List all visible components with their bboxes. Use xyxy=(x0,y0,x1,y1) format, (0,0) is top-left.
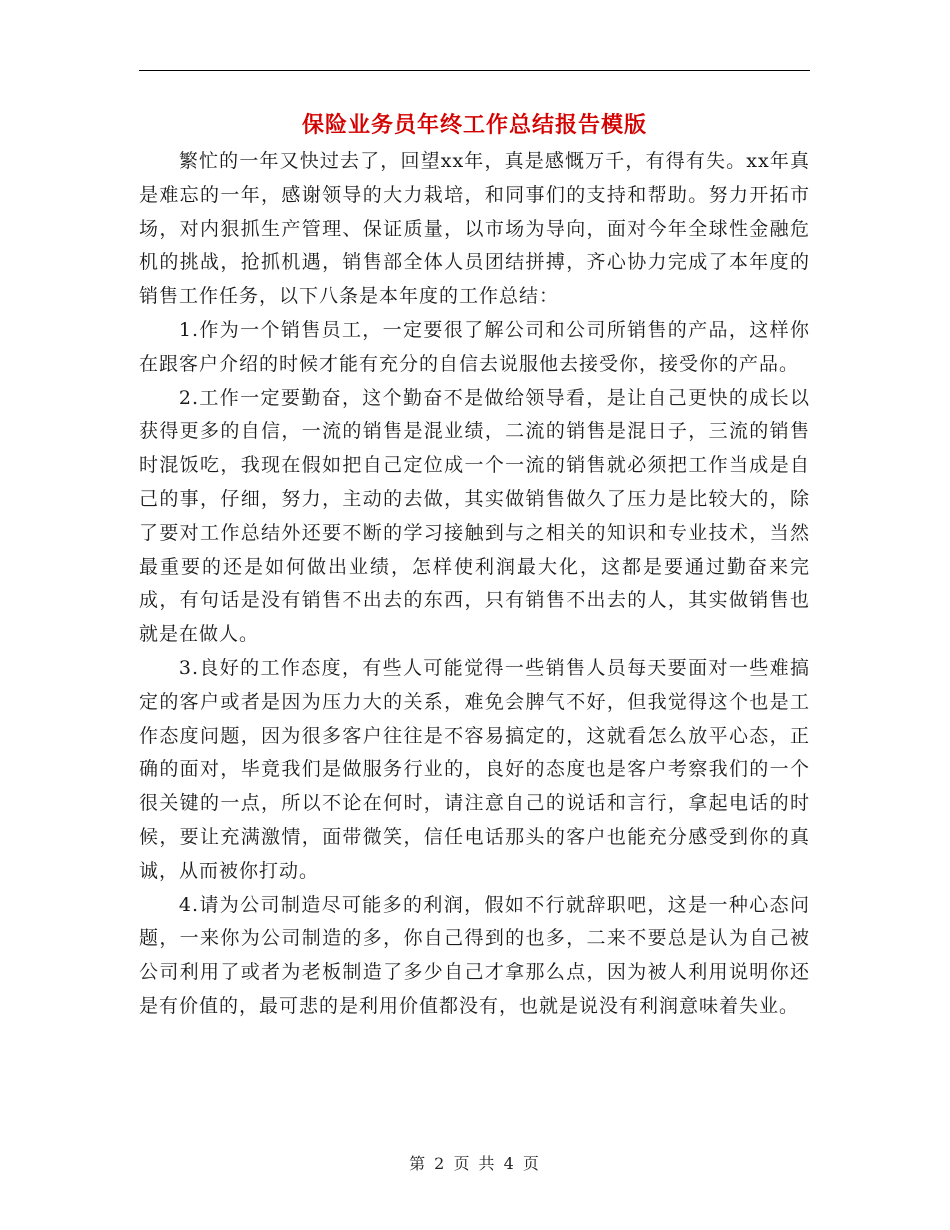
point-3-paragraph: 3.良好的工作态度，有些人可能觉得一些销售人员每天要面对一些难搞定的客户或者是因为压力大的关系，难免会脾气不好，但我觉得这个也是工作态度问题，因为很多客户往往是不容易搞定的，这就看怎么放平心态，正确的面对，毕竟我们是做服务行业的，良好的态度也是客户考察我们的一个很关键的一点，所以不论在何时，请注意自己的说话和言行，拿起电话的时候，要让充满激情，面带微笑，信任电话那头的客户也能充分感受到你的真诚，从而被你打动。 xyxy=(139,656,810,882)
header-rule xyxy=(139,70,810,71)
intro-paragraph: 繁忙的一年又快过去了，回望xx年，真是感慨万千，有得有失。xx年真是难忘的一年，感谢领导的大力栽培，和同事们的支持和帮助。努力开拓市场，对内狠抓生产管理、保证质量，以市场为导向，面对今年全球性金融危机的挑战，抢抓机遇，销售部全体人员团结拼搏，齐心协力完成了本年度的销售工作任务，以下八条是本年度的工作总结： xyxy=(139,150,810,308)
point-4-paragraph: 4.请为公司制造尽可能多的利润，假如不行就辞职吧，这是一种心态问题，一来你为公司制造的多，你自己得到的也多，二来不要总是认为自己被公司利用了或者为老板制造了多少自己才拿那么点，因为被人利用说明你还是有价值的，最可悲的是利用价值都没有，也就是说没有利润意味着失业。 xyxy=(139,893,810,1017)
point-2-paragraph: 2.工作一定要勤奋，这个勤奋不是做给领导看，是让自己更快的成长以获得更多的自信，一流的销售是混业绩，二流的销售是混日子，三流的销售时混饭吃，我现在假如把自己定位成一个一流的销售就必须把工作当成是自己的事，仔细，努力，主动的去做，其实做销售做久了压力是比较大的，除了要对工作总结外还要不断的学习接触到与之相关的知识和专业技术，当然最重要的还是如何做出业绩，怎样使利润最大化，这都是要通过勤奋来完成，有句话是没有销售不出去的东西，只有销售不出去的人，其实做销售也就是在做人。 xyxy=(139,386,810,646)
document-title: 保险业务员年终工作总结报告模版 xyxy=(301,112,647,138)
document-body xyxy=(139,145,810,1024)
point-1-paragraph: 1.作为一个销售员工，一定要很了解公司和公司所销售的产品，这样你在跟客户介绍的时候才能有充分的自信去说服他去接受你，接受你的产品。 xyxy=(139,318,810,375)
page-number: 第 2 页 共 4 页 xyxy=(409,1154,541,1173)
